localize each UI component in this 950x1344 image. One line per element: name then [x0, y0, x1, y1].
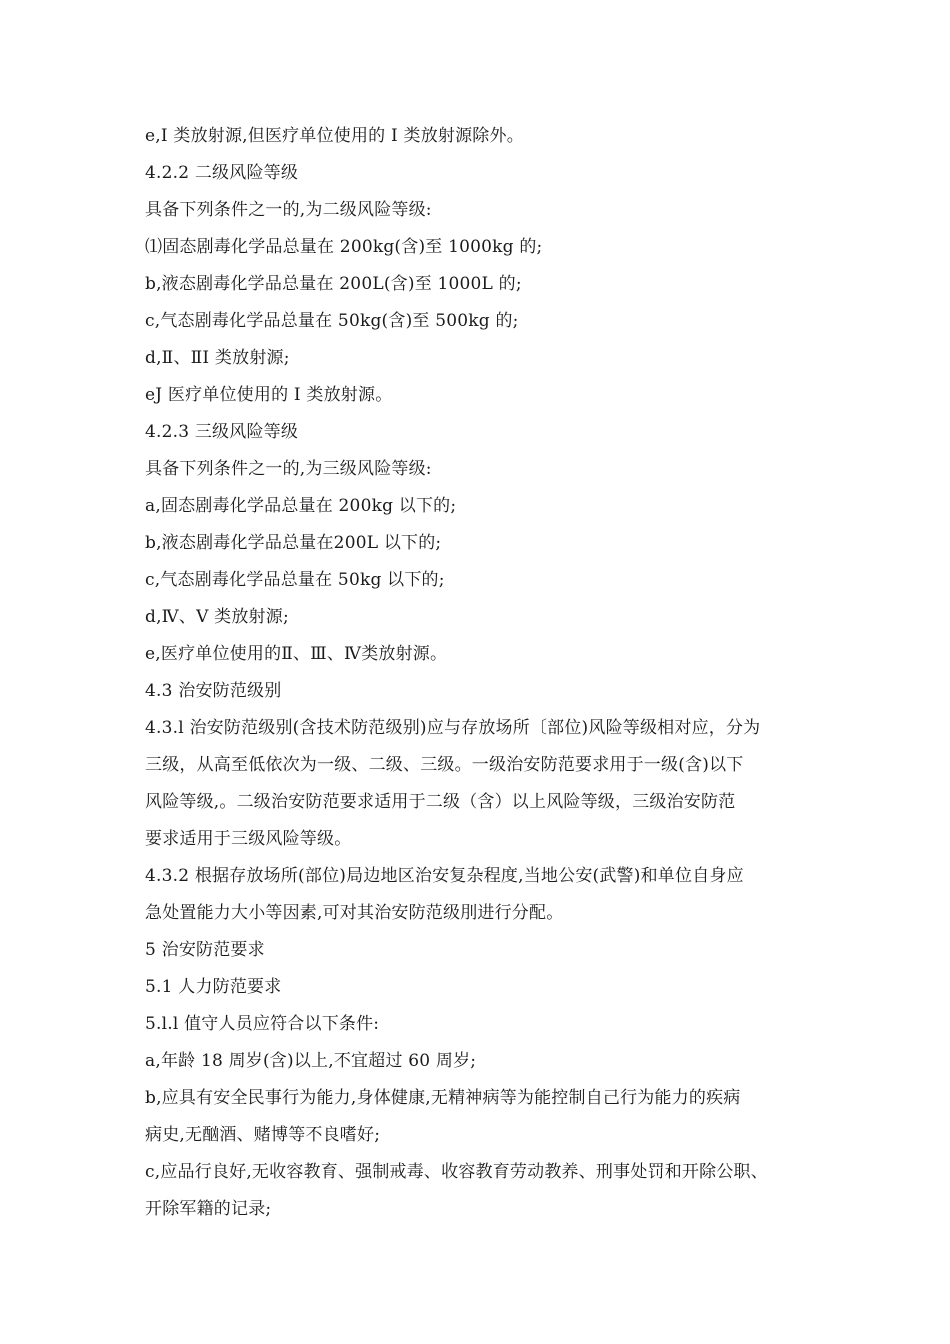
paragraph-level2-intro: 具备下列条件之一的,为二级风险等级:	[145, 200, 432, 220]
list-item-c-gas-50-500kg: c,气态剧毒化学品总量在 50kg(含)至 500kg 的;	[145, 311, 519, 331]
paragraph-5-1-1: 5.l.l 值守人员应符合以下条件:	[145, 1014, 380, 1034]
paragraph-4-3-2-line-1: 4.3.2 根据存放场所(部位)局边地区治安复杂程度,当地公安(武警)和单位自身应	[145, 866, 744, 886]
list-item-c-conduct-line-2: 开除军籍的记录;	[145, 1199, 272, 1219]
list-item-d-class-ii-iii: d,Ⅱ、ⅡI 类放射源;	[145, 348, 290, 368]
paragraph-4-3-1-line-4: 要求适用于三级风险等级。	[145, 829, 352, 849]
section-heading-4-2-3: 4.2.3 三级风险等级	[145, 422, 299, 442]
paragraph-4-3-1-line-2: 三级，从高至低依次为一级、二级、三级。一级治安防范要求用于一级(含)以下	[145, 755, 744, 775]
section-heading-4-2-2: 4.2.2 二级风险等级	[145, 163, 299, 183]
list-item-b-capacity-line-2: 病史,无酗酒、赌博等不良嗜好;	[145, 1125, 381, 1145]
paragraph-4-3-2-line-2: 急处置能力大小等因素,可对其治安防范级刖进行分配。	[145, 903, 564, 923]
paragraph-4-3-1-line-1: 4.3.l 治安防范级别(含技术防范级别)应与存放场所〔部位)风险等级相对应，分为	[145, 718, 761, 738]
section-heading-5: 5 治安防范要求	[145, 940, 265, 960]
list-item-e-medical-class-ii-iv: e,医疗单位使用的Ⅱ、Ⅲ、Ⅳ类放射源。	[145, 644, 448, 664]
list-item-a-age: a,年龄 18 周岁(含)以上,不宜超过 60 周岁;	[145, 1051, 477, 1071]
list-item-c-conduct-line-1: c,应品行良好,无收容教育、强制戒毒、收容教育劳动教养、刑事处罚和开除公职、	[145, 1162, 768, 1182]
paragraph-4-3-1-line-3: 风险等级,。二级治安防范要求适用于二级（含）以上风险等级，三级治安防范	[145, 792, 736, 812]
list-item-b-liquid-under-200l: b,液态剧毒化学品总量在200L 以下的;	[145, 533, 442, 553]
list-item-d-class-iv-v: d,Ⅳ、V 类放射源;	[145, 607, 289, 627]
list-item-e-class-i-source: e,I 类放射源,但医疗单位使用的 I 类放射源除外。	[145, 126, 524, 146]
document-body	[145, 118, 815, 1228]
list-item-a-solid-200-1000kg: ⑴固态剧毒化学品总量在 200kg(含)至 1000kg 的;	[145, 237, 543, 257]
paragraph-level3-intro: 具备下列条件之一的,为三级风险等级:	[145, 459, 432, 479]
section-heading-4-3: 4.3 治安防范级别	[145, 681, 282, 701]
list-item-e-medical-class-i: eJ 医疗单位使用的 I 类放射源。	[145, 385, 393, 405]
list-item-b-liquid-200-1000l: b,液态剧毒化学品总量在 200L(含)至 1000L 的;	[145, 274, 522, 294]
list-item-b-capacity-line-1: b,应具有安全民事行为能力,身体健康,无精神病等为能控制自己行为能力的疾病	[145, 1088, 741, 1108]
section-heading-5-1: 5.1 人力防范要求	[145, 977, 282, 997]
list-item-a-solid-under-200kg: a,固态剧毒化学品总量在 200kg 以下的;	[145, 496, 457, 516]
list-item-c-gas-under-50kg: c,气态剧毒化学品总量在 50kg 以下的;	[145, 570, 445, 590]
